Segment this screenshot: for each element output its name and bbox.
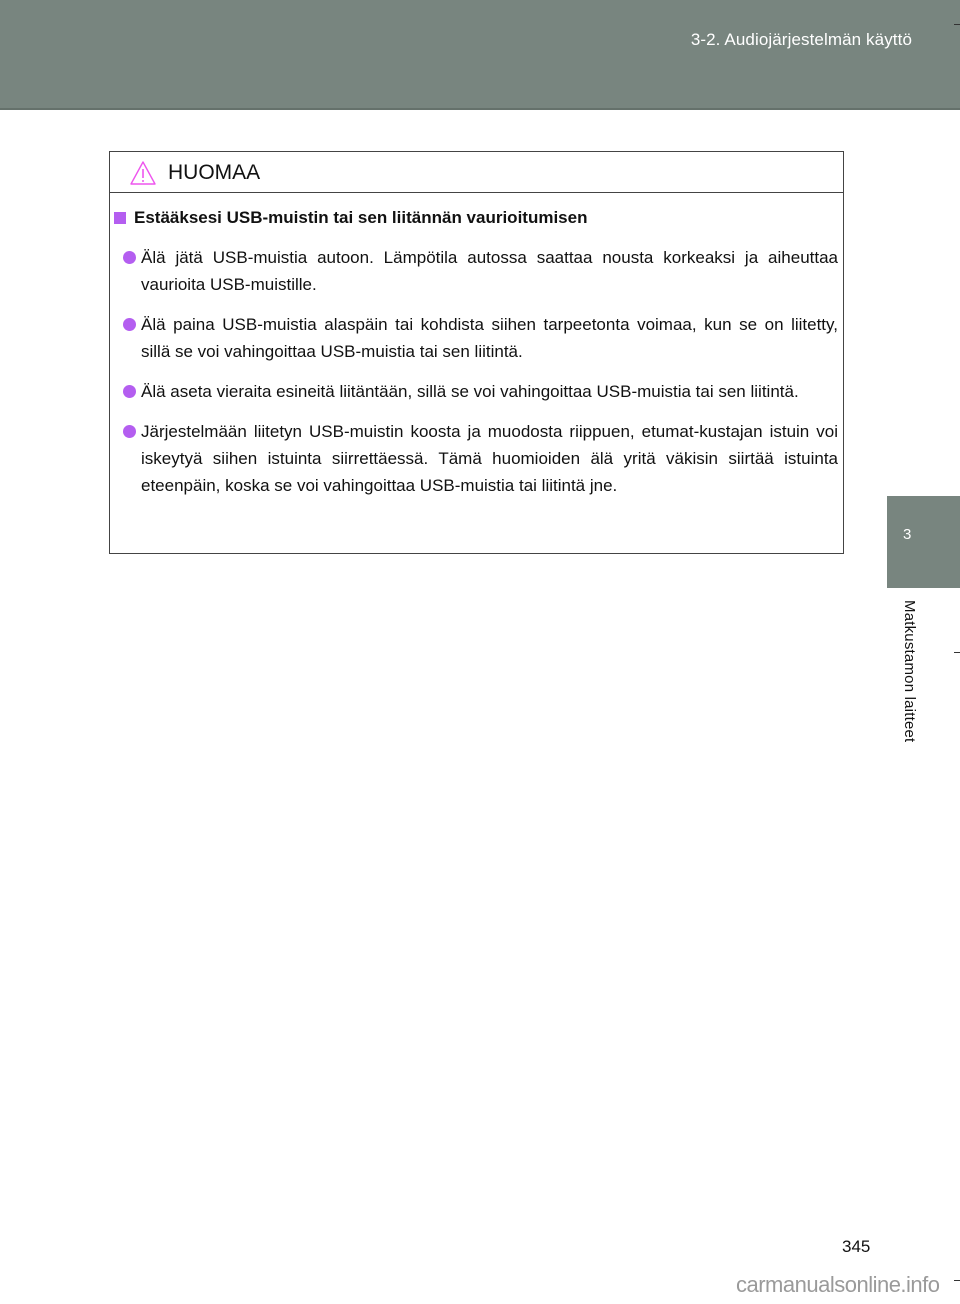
list-item-text: Älä aseta vieraita esineitä liitäntään, sillä se voi vahingoittaa USB-muistia tai sen liitintä. <box>141 382 799 401</box>
square-bullet-icon <box>114 212 126 224</box>
section-title: 3-2. Audiojärjestelmän käyttö <box>690 30 912 49</box>
notice-header <box>110 152 843 193</box>
notice-title: HUOMAA <box>168 161 261 184</box>
list-item-text: Älä paina USB-muistia alaspäin tai kohdista siihen tarpeetonta voimaa, kun se on liitetty, sillä se voi vahingoittaa USB-muistia tai sen liitintä. <box>141 315 838 361</box>
list-item <box>123 418 838 499</box>
page-number: 345 <box>842 1237 871 1256</box>
warning-triangle-icon <box>130 161 156 185</box>
list-item <box>123 244 838 298</box>
chapter-tab <box>887 496 960 588</box>
chapter-label: Matkustamon laitteet <box>901 600 918 743</box>
list-item-text: Järjestelmään liitetyn USB-muistin koosta ja muodosta riippuen, etumat-kustajan istuin voi iskeytyä siihen istuinta siirrettäessä. Tämä huomioiden älä yritä väkisin siirtää istuinta eteenpäin, koska se voi vahingoittaa USB-muistia tai liitintä jne. <box>141 422 838 495</box>
section-heading-text: Estääksesi USB-muistin tai sen liitännän vaurioitumisen <box>134 208 588 227</box>
list-item <box>123 378 838 405</box>
crop-mark <box>954 24 960 25</box>
section-heading <box>114 208 587 228</box>
bullet-dot-icon <box>123 251 136 264</box>
bullet-dot-icon <box>123 425 136 438</box>
crop-mark <box>954 1280 960 1281</box>
watermark: carmanualsonline.info <box>736 1272 940 1297</box>
chapter-number: 3 <box>903 526 912 543</box>
bullet-dot-icon <box>123 318 136 331</box>
bullet-dot-icon <box>123 385 136 398</box>
caution-list <box>123 244 838 512</box>
list-item <box>123 311 838 365</box>
list-item-text: Älä jätä USB-muistia autoon. Lämpötila autossa saattaa nousta korkeaksi ja aiheuttaa vaurioita USB-muistille. <box>141 248 838 294</box>
notice-box <box>109 151 844 554</box>
crop-mark <box>954 652 960 653</box>
header-band <box>0 0 960 110</box>
